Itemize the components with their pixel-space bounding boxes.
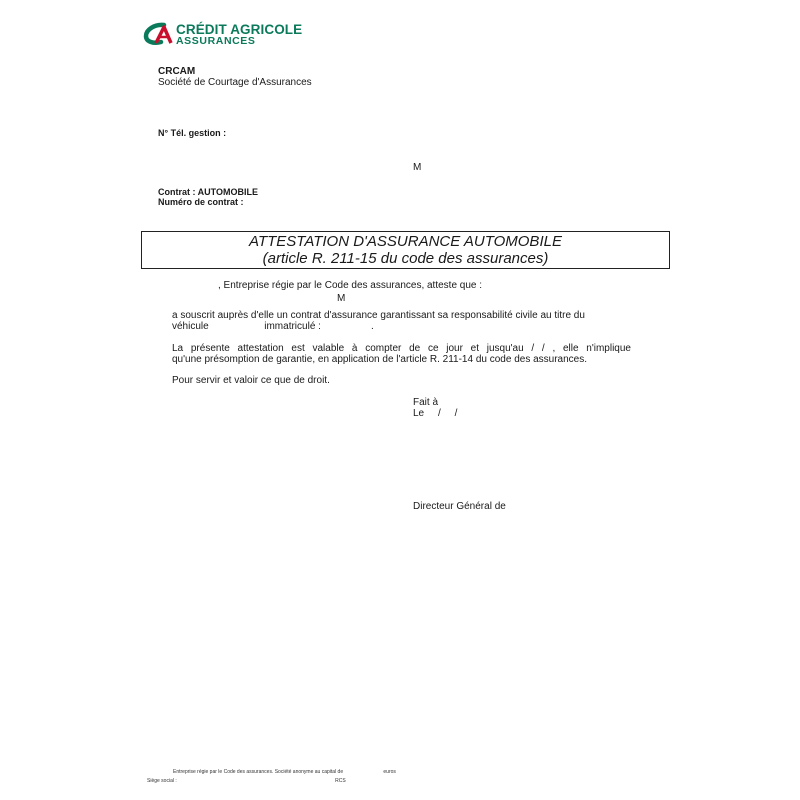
document-subtitle: (article R. 211-15 du code des assurances) (262, 250, 549, 267)
signatory-title: Directeur Général de (413, 501, 506, 512)
contract-paragraph-line2: véhicule immatriculé : . (172, 321, 374, 332)
closing-sentence: Pour servir et valoir ce que de droit. (172, 375, 330, 386)
credit-agricole-logo-icon (142, 22, 174, 46)
insurer-statement: , Entreprise régie par le Code des assurances, atteste que : (218, 280, 483, 291)
insured-name: M (337, 293, 346, 304)
document-title-box (141, 231, 670, 269)
logo-text-line1: CRÉDIT AGRICOLE (176, 22, 303, 37)
signature-date: Le / / (413, 408, 458, 419)
validity-paragraph-line1: La présente attestation est valable à compter de ce jour et jusqu'au / / , elle n'implique (172, 343, 631, 354)
contract-paragraph-line1: a souscrit auprès d'elle un contrat d'assurance garantissant sa responsabilité civile au titre du (172, 310, 585, 321)
sender-subtitle: Société de Courtage d'Assurances (158, 77, 312, 88)
validity-paragraph-line2: qu'une présomption de garantie, en application de l'article R. 211-14 du code des assurances. (172, 354, 588, 365)
contract-number-label: Numéro de contrat : (158, 197, 244, 207)
footer-legal-line2: Siège social : RCS (147, 778, 346, 784)
logo-text-line2: ASSURANCES (176, 35, 256, 47)
document-title: ATTESTATION D'ASSURANCE AUTOMOBILE (249, 233, 562, 250)
recipient-name: M (413, 162, 422, 173)
signature-place: Fait à (413, 397, 439, 408)
sender-name: CRCAM (158, 66, 196, 77)
company-logo (142, 22, 312, 48)
contract-type: Contrat : AUTOMOBILE (158, 187, 258, 197)
footer-legal-line1: Entreprise régie par le Code des assurances. Société anonyme au capital de euros (173, 769, 396, 775)
tel-gestion-label: N° Tél. gestion : (158, 128, 227, 138)
